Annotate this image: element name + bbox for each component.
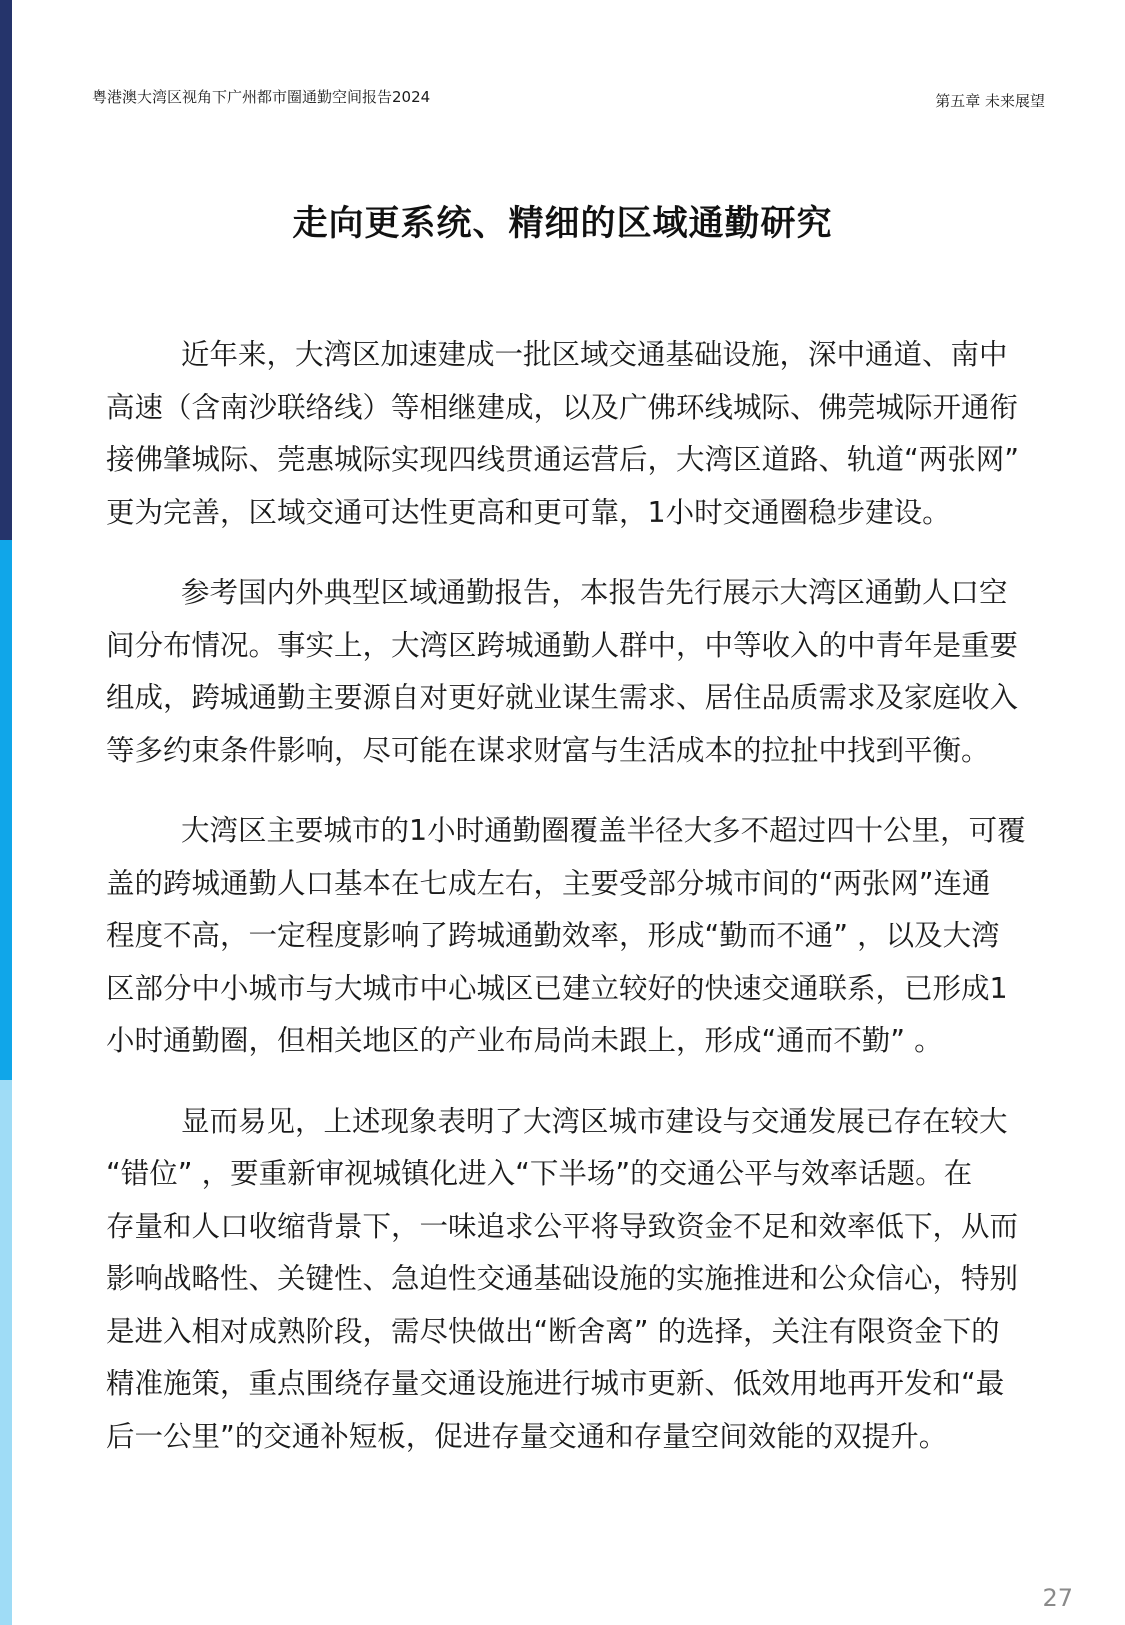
text-line: 等多约束条件影响，尽可能在谋求财富与生活成本的拉扯中找到平衡。 bbox=[106, 733, 990, 767]
text-line: 间分布情况。事实上，大湾区跨城通勤人群中，中等收入的中青年是重要 bbox=[106, 628, 1019, 662]
text-line: 区部分中小城市与大城市中心城区已建立较好的快速交通联系，已形成1 bbox=[106, 971, 1008, 1005]
side-bar-navy-segment bbox=[0, 0, 12, 540]
text-line: 显而易见，上述现象表明了大湾区城市建设与交通发展已存在较大 bbox=[181, 1104, 1008, 1138]
text-line: 参考国内外典型区域通勤报告，本报告先行展示大湾区通勤人口空 bbox=[181, 576, 1008, 609]
text-line: 近年来，大湾区加速建成一批区域交通基础设施，深中通道、南中 bbox=[181, 338, 1008, 371]
body-text bbox=[106, 329, 1061, 1491]
paragraph-3 bbox=[106, 805, 1061, 1068]
text-line: 是进入相对成熟阶段，需尽快做出“断舍离” 的选择，关注有限资金下的 bbox=[106, 1314, 1000, 1348]
side-bar-light-segment bbox=[0, 1080, 12, 1625]
text-line: 更为完善，区域交通可达性更高和更可靠，1小时交通圈稳步建设。 bbox=[106, 495, 951, 529]
paragraph-4 bbox=[106, 1096, 1061, 1464]
text-line: 影响战略性、关键性、急迫性交通基础设施的实施推进和公众信心，特别 bbox=[106, 1262, 1019, 1295]
text-line: 后一公里”的交通补短板，促进存量交通和存量空间效能的双提升。 bbox=[106, 1419, 948, 1453]
text-line: 程度不高，一定程度影响了跨城通勤效率，形成“勤而不通” ，以及大湾 bbox=[106, 919, 1000, 952]
paragraph-1 bbox=[106, 329, 1061, 539]
text-line: 接佛肇城际、莞惠城际实现四线贯通运营后，大湾区道路、轨道“两张网” bbox=[106, 443, 1020, 476]
side-bar-blue-segment bbox=[0, 540, 12, 1080]
text-line: 高速（含南沙联络线）等相继建成，以及广佛环线城际、佛莞城际开通衔 bbox=[106, 390, 1019, 424]
text-line: 组成，跨城通勤主要源自对更好就业谋生需求、居住品质需求及家庭收入 bbox=[106, 681, 1019, 714]
text-line: 存量和人口收缩背景下，一味追求公平将导致资金不足和效率低下，从而 bbox=[106, 1209, 1019, 1243]
running-header-chapter: 第五章 未来展望 bbox=[935, 92, 1045, 110]
text-line: 大湾区主要城市的1小时通勤圈覆盖半径大多不超过四十公里，可覆 bbox=[181, 814, 1026, 847]
text-line: 盖的跨城通勤人口基本在七成左右，主要受部分城市间的“两张网”连通 bbox=[106, 866, 991, 900]
text-line: 精准施策，重点围绕存量交通设施进行城市更新、低效用地再开发和“最 bbox=[106, 1367, 1005, 1400]
running-header-title: 粤港澳大湾区视角下广州都市圈通勤空间报告2024 bbox=[92, 88, 431, 106]
page-number: 27 bbox=[1042, 1584, 1073, 1612]
paragraph-2 bbox=[106, 567, 1061, 777]
page-title: 走向更系统、精细的区域通勤研究 bbox=[292, 204, 833, 244]
text-line: “错位” ，要重新审视城镇化进入“下半场”的交通公平与效率话题。在 bbox=[106, 1157, 973, 1190]
text-line: 小时通勤圈，但相关地区的产业布局尚未跟上，形成“通而不勤” 。 bbox=[106, 1024, 943, 1057]
